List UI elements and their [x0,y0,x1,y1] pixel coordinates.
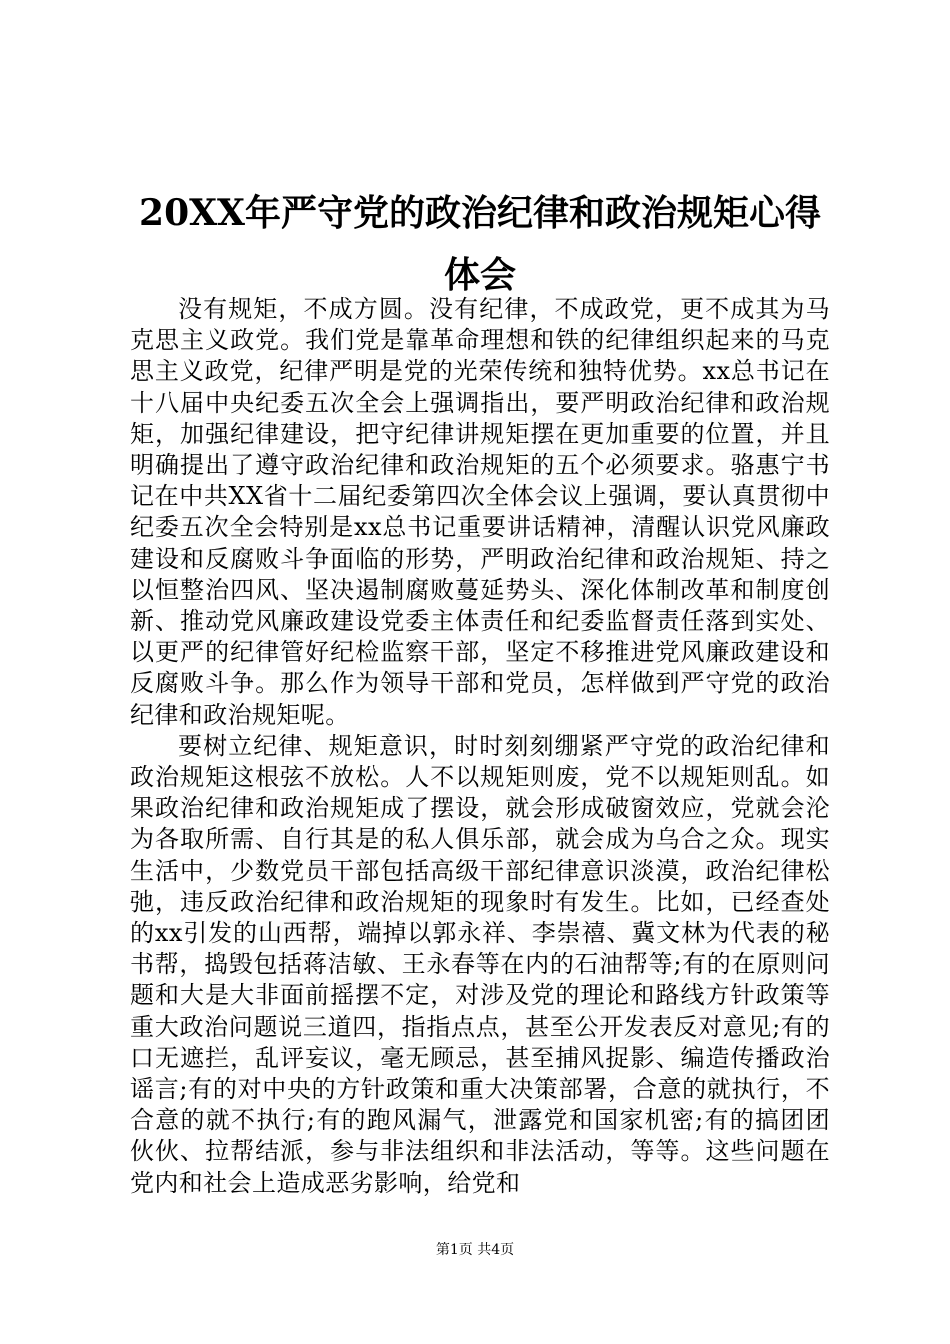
document-title: 20XX年严守党的政治纪律和政治规矩心得体会 [139,192,821,297]
paragraph-2: 要树立纪律、规矩意识，时时刻刻绷紧严守党的政治纪律和政治规矩这根弦不放松。人不以规矩则废，党不以规矩则乱。如果政治纪律和政治规矩成了摆设，就会形成破窗效应，党就会沦为各取所需、自行其是的私人俱乐部，就会成为乌合之众。现实生活中，少数党员干部包括高级干部纪律意识淡漠，政治纪律松弛，违反政治纪律和政治规矩的现象时有发生。比如，已经查处的xx引发的山西帮，端掉以郭永祥、李崇禧、冀文林为代表的秘书帮，捣毁包括蒋洁敏、王永春等在内的石油帮等;有的在原则问题和大是大非面前摇摆不定，对涉及党的理论和路线方针政策等重大政治问题说三道四，指指点点，甚至公开发表反对意见;有的口无遮拦，乱评妄议，毫无顾忌，甚至捕风捉影、编造传播政治谣言;有的对中央的方针政策和重大决策部署，合意的就执行，不合意的就不执行;有的跑风漏气，泄露党和国家机密;有的搞团团伙伙、拉帮结派，参与非法组织和非法活动，等等。这些问题在党内和社会上造成恶劣影响，给党和 [130,731,830,1197]
page-footer: 第1页 共4页 [435,1242,515,1258]
paragraph-1: 没有规矩，不成方圆。没有纪律，不成政党，更不成其为马克思主义政党。我们党是靠革命理想和铁的纪律组织起来的马克思主义政党，纪律严明是党的光荣传统和独特优势。xx总书记在十八届中央纪委五次全会上强调指出，要严明政治纪律和政治规矩，加强纪律建设，把守纪律讲规矩摆在更加重要的位置，并且明确提出了遵守政治纪律和政治规矩的五个必须要求。骆惠宁书记在中共XX省十二届纪委第四次全体会议上强调，要认真贯彻中纪委五次全会特别是xx总书记重要讲话精神，清醒认识党风廉政建设和反腐败斗争面临的形势，严明政治纪律和政治规矩、持之以恒整治四风、坚决遏制腐败蔓延势头、深化体制改革和制度创新、推动党风廉政建设党委主体责任和纪委监督责任落到实处、以更严的纪律管好纪检监察干部，坚定不移推进党风廉政建设和反腐败斗争。那么作为领导干部和党员，怎样做到严守党的政治纪律和政治规矩呢。 [130,295,830,729]
document-body [130,294,830,1199]
